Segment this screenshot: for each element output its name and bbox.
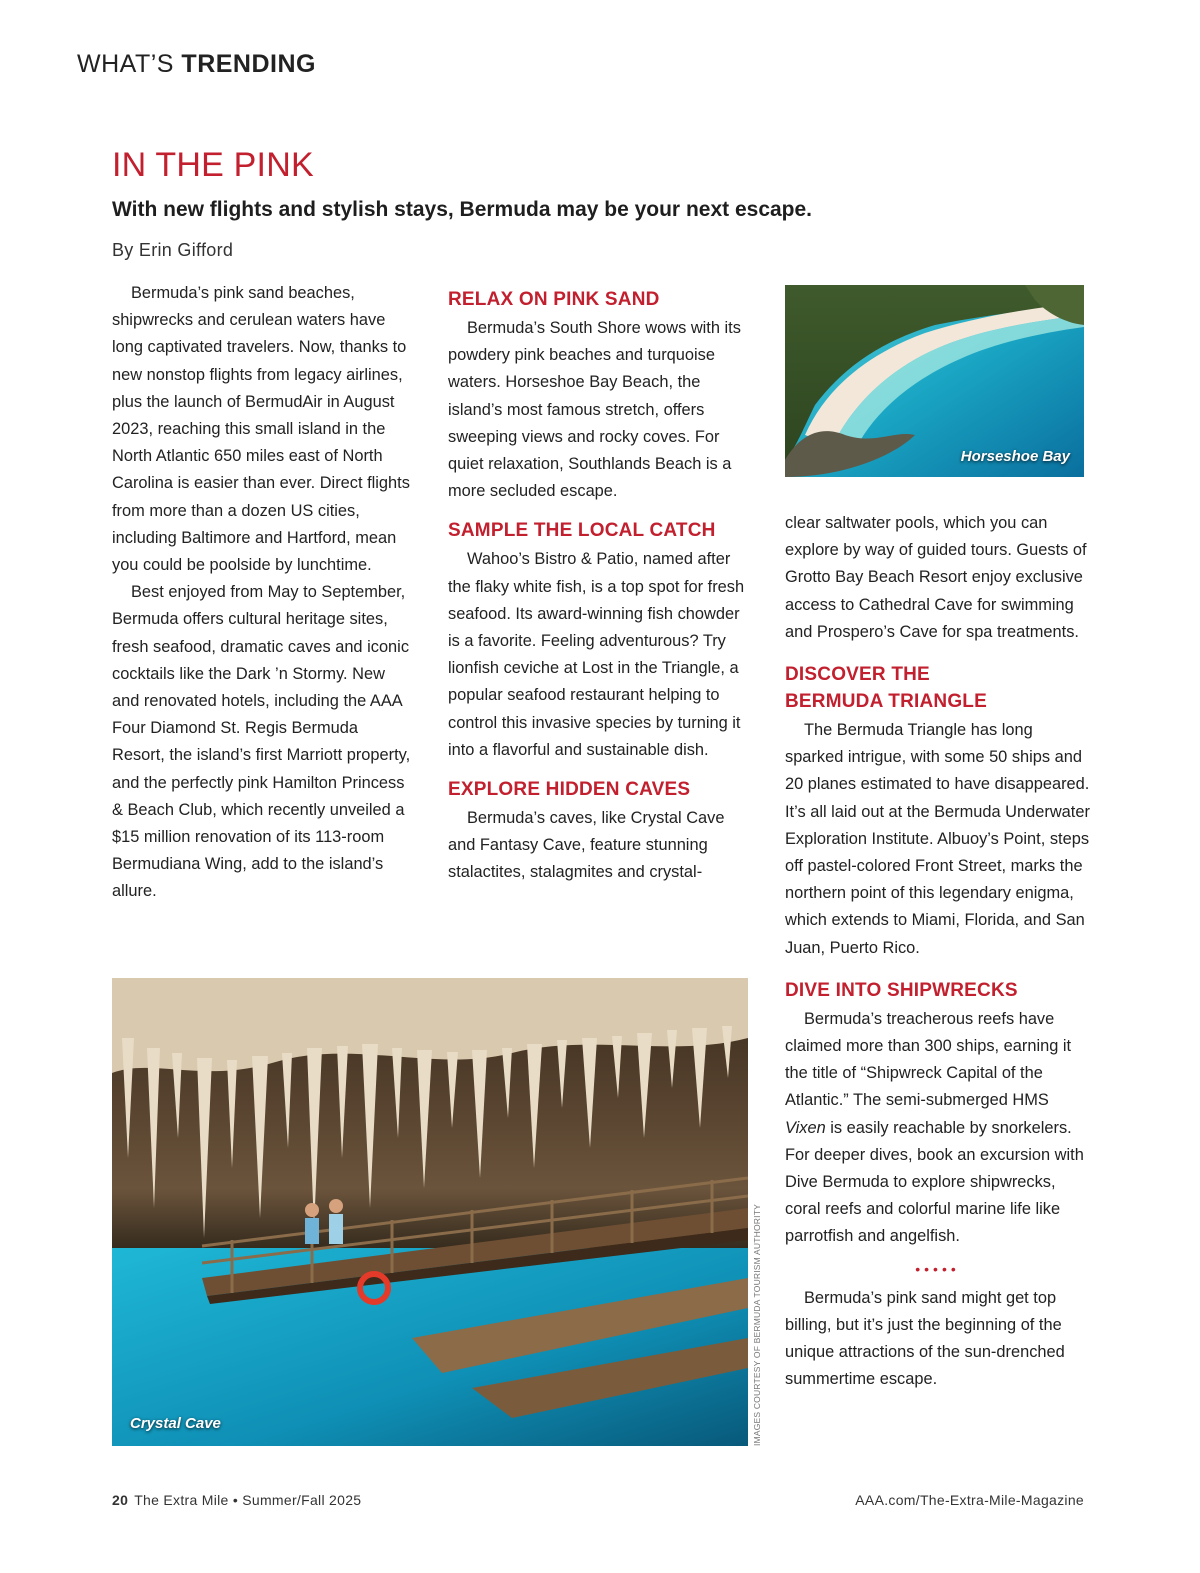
subhead-relax: RELAX ON PINK SAND (448, 289, 660, 310)
footer-publication: 20 The Extra Mile • Summer/Fall 2025 (112, 1492, 362, 1508)
column-three (785, 510, 1090, 1393)
intro-paragraph-2: Best enjoyed from May to September, Bermuda offers cultural heritage sites, fresh seafood, dramatic caves and iconic cocktails like the Dark ’n Stormy. New and renovated hotels, including the AAA Four Diamond St. Regis Bermuda Resort, the island’s first Marriott property, and the perfectly pink Hamilton Princess & Beach Club, which recently unveiled a $15 million renovation of its 113-room Bermudiana Wing, add to the island’s allure. (112, 583, 411, 901)
paragraph-catch: Wahoo’s Bistro & Patio, named after the flaky white fish, is a top spot for fresh seafood. Its award-winning fish chowder is a favorite. Feeling adventurous? Try lionfish ceviche at Lost in the Triangle, a popular seafood restaurant helping to control this invasive species by turning it into a flavorful and sustainable dish. (448, 550, 745, 759)
intro-paragraph-1: Bermuda’s pink sand beaches, shipwrecks and cerulean waters have long captivated travelers. Now, thanks to new nonstop flights from legacy airlines, plus the launch of BermudAir in August 2023, reaching this small island in the North Atlantic 650 miles east of North Carolina is easier than ever. Direct flights from more than a dozen US cities, including Baltimore and Hartford, mean you could be poolside by lunchtime. (112, 284, 410, 575)
page-number: 20 (112, 1492, 129, 1508)
subhead-caves: EXPLORE HIDDEN CAVES (448, 779, 691, 801)
closing-paragraph: Bermuda’s pink sand might get top billing, but it’s just the beginning of the unique attractions of the sun-drenched summertime escape. (785, 1288, 1065, 1389)
subhead-shipwrecks: DIVE INTO SHIPWRECKS (785, 979, 1018, 1001)
section-label: WHAT’S TRENDING (77, 50, 316, 78)
crystal-cave-caption: Crystal Cave (130, 1415, 221, 1432)
horseshoe-bay-photo (785, 285, 1084, 477)
cave-illustration (112, 978, 748, 1446)
paragraph-triangle: The Bermuda Triangle has long sparked intrigue, with some 50 ships and 20 planes estimated to have disappeared. It’s all laid out at the Bermuda Underwater Exploration Institute. Albuoy’s Point, steps off pastel-colored Front Street, marks the northern point of this legendary enigma, which extends to Miami, Florida, and San Juan, Puerto Rico. (785, 721, 1090, 957)
footer-url[interactable]: AAA.com/The-Extra-Mile-Magazine (855, 1492, 1084, 1508)
column-two (448, 286, 746, 887)
column-one (112, 280, 414, 906)
article-dek: With new flights and stylish stays, Bermuda may be your next escape. (112, 198, 813, 221)
crystal-cave-photo (112, 978, 748, 1446)
paragraph-shipwrecks: Bermuda’s treacherous reefs have claimed more than 300 ships, earning it the title of “Shipwreck Capital of the Atlantic.” The semi-submerged HMS Vixen is easily reachable by snorkelers. For deeper dives, book an excursion with Dive Bermuda to explore shipwrecks, coral reefs and colorful marine life like parrotfish and angelfish. (785, 1009, 1084, 1246)
subhead-catch: SAMPLE THE LOCAL CATCH (448, 520, 716, 542)
paragraph-caves-continued: clear saltwater pools, which you can explore by way of guided tours. Guests of Grotto Bay Beach Resort enjoy exclusive access to Cathedral Cave for swimming and Prospero’s Cave for spa treatments. (785, 514, 1087, 641)
article-headline: IN THE PINK (112, 146, 314, 184)
byline: By Erin Gifford (112, 240, 234, 260)
paragraph-relax: Bermuda’s South Shore wows with its powdery pink beaches and turquoise waters. Horseshoe Bay Beach, the island’s most famous stretch, offers sweeping views and rocky coves. For quiet relaxation, Southlands Beach is a more secluded escape. (448, 319, 741, 501)
photo-credit: IMAGES COURTESY OF BERMUDA TOURISM AUTHORITY (752, 1204, 762, 1446)
paragraph-caves: Bermuda’s caves, like Crystal Cave and Fantasy Cave, feature stunning stalactites, stalagmites and crystal- (448, 809, 725, 882)
section-separator: ••••• (915, 1260, 960, 1277)
subhead-triangle: DISCOVER THE BERMUDA TRIANGLE (785, 664, 987, 713)
horseshoe-bay-caption: Horseshoe Bay (960, 448, 1070, 465)
